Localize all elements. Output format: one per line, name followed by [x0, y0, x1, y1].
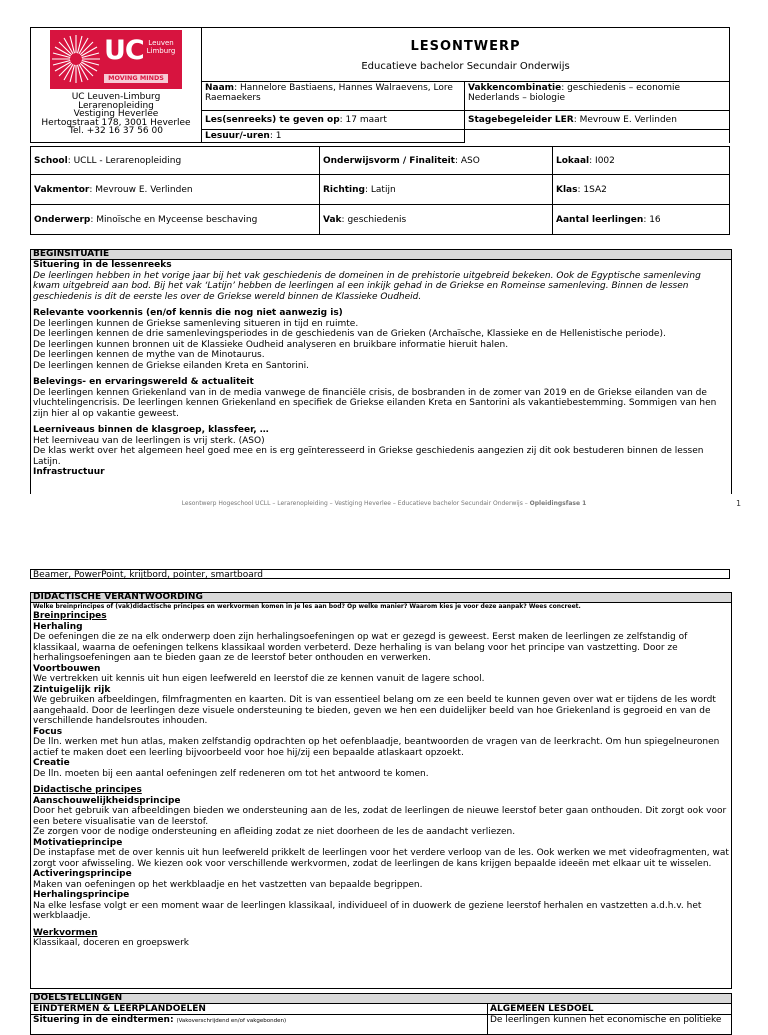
- footer-text: Lesontwerp Hogeschool UCLL – Lerarenopleiding – Vestiging Heverlee – Educatieve bachelor Secundair Onderwijs –: [181, 500, 530, 507]
- paragraph: De instapfase met de over kennis uit hun leefwereld prikkelt de leerlingen voor het verdere verloop van de les. Ook werken we met videofragmenten, wat zorgt voor afwisseling. We kiezen ook voor verschillende werkvormen, zodat de leerlingen de kans krijgen bepaalde ideeën met elkaar uit te wisselen.: [33, 848, 729, 869]
- lesdoel-column: [488, 1004, 731, 1034]
- vakmentor-cell: [31, 175, 320, 205]
- subheading: Infrastructuur: [33, 467, 105, 477]
- klas-value: : 1SA2: [577, 184, 607, 195]
- paragraph: Ze zorgen voor de nodige ondersteuning en afleiding zodat ze niet doorheen de les de aandacht verliezen.: [33, 827, 516, 837]
- address-line: Hertogstraat 178, 3001 Heverlee: [41, 117, 191, 128]
- onderwijs-value: : ASO: [454, 155, 480, 166]
- principle-title: Zintuigelijk rijk: [33, 684, 111, 695]
- principle-title: Aanschouwelijkheidsprincipe: [33, 795, 181, 806]
- school-label: School: [34, 155, 68, 166]
- mentor-value: : Mevrouw E. Verlinden: [89, 184, 193, 195]
- subheading: Relevante voorkennis (en/of kennis die nog niet aanwezig is): [33, 308, 343, 318]
- paragraph: De leerlingen kennen Griekenland van in de media vanwege de financiële crisis, de bosbranden in de zomer van 2019 en de Griekse eilanden van de vluchtelingencrisis. De leerlingen kennen Griekenland en specifiek de Griekse eilanden Kreta en Santorini als vakantiebestemming. Sommigen van hen zijn hier al op vakantie geweest.: [33, 387, 717, 419]
- text-line: De leerlingen kunnen de Griekse samenleving situeren in tijd en ruimte.: [33, 318, 359, 329]
- text-line: De leerlingen kennen de Griekse eilanden Kreta en Santorini.: [33, 360, 309, 371]
- text-line: De klas werkt over het algemeen heel goed mee en is erg geïnteresseerd in Griekse geschiedenis aangezien zij dit ook bestuderen binnen de lessen Latijn.: [33, 446, 704, 467]
- address-line: Lerarenopleiding: [78, 100, 154, 111]
- paragraph: De oefeningen die ze na elk onderwerp doen zijn herhalingsoefeningen op wat er gezegd is geweest. Eerst maken de leerlingen ze zelfstandig of klassikaal, waarna de oefeningen telkens klassikaal worden verbeterd. Deze herhaling is van belang voor het principe van vastzetting. Door ze herhalingsoefeningen aan te bieden gaan ze de leerstof beter onthouden en verwerken.: [33, 632, 688, 663]
- stagebegeleider-cell: [465, 111, 730, 130]
- logo-tagline: MOVING MINDS: [104, 74, 168, 83]
- logo-brand-sub: Leuven Limburg: [146, 39, 176, 55]
- les-label: Les(senreeks) te geven op: [205, 115, 340, 125]
- principle-title: Herhalingsprincipe: [33, 890, 130, 900]
- lokaal-label: Lokaal: [556, 155, 590, 166]
- richting-cell: [320, 175, 553, 205]
- subheading: Situering in de lessenreeks: [33, 260, 172, 270]
- principle-title: Creatie: [33, 758, 70, 768]
- didactische-content: [31, 603, 731, 949]
- address-line: Tel. +32 16 37 56 00: [69, 126, 163, 137]
- sunburst-icon: [50, 30, 102, 89]
- principle-title: Motivatieprincipe: [33, 837, 123, 848]
- beginsituatie-section: [30, 249, 732, 494]
- address-line: UC Leuven-Limburg: [71, 92, 161, 102]
- paragraph: Door het gebruik van afbeeldingen bieden we ondersteuning aan de les, zodat de leerlingen de nieuwe leerstof beter gaan onthouden. Dit zorgt ook voor een betere visualisatie van de leerstof.: [33, 806, 727, 827]
- footer-phase: Opleidingsfase 1: [529, 500, 587, 507]
- header-table: [30, 27, 730, 143]
- principle-title: Activeringsprincipe: [33, 869, 132, 879]
- onderwerp-value: : Minoïsche en Myceense beschaving: [90, 214, 258, 225]
- section-heading: BEGINSITUATIE: [31, 250, 731, 260]
- vak-cell: [320, 205, 553, 235]
- logo-brand: UC: [104, 35, 144, 66]
- section-heading: DOELSTELLINGEN: [31, 994, 731, 1004]
- uur-value: : 1: [269, 131, 282, 141]
- stage-label: Stagebegeleider LER: [468, 115, 574, 125]
- naam-label: Naam: [205, 83, 235, 93]
- document-title: LESONTWERP: [410, 39, 521, 54]
- les-cell: [202, 111, 465, 130]
- subheading: Belevings- en ervaringswereld & actualiteit: [33, 377, 254, 387]
- text-line: De leerlingen kennen de mythe van de Minotaurus.: [33, 350, 265, 360]
- paragraph: Na elke lesfase volgt er een moment waar de leerlingen klassikaal, individueel of in duowerk de geziene leerstof herhalen en vastzetten a.d.h.v. het werkblaadje.: [33, 900, 702, 921]
- lesdoel-text: De leerlingen kunnen het economische en politieke: [490, 1015, 722, 1025]
- guiding-question: Welke breinprincipes of (vak)didactische principes en werkvormen komen in je les aan bod? Op welke manier? Waarom kies je voor deze aanpak? Wees concreet.: [33, 603, 581, 610]
- document-subtitle: Educatieve bachelor Secundair Onderwijs: [361, 61, 570, 72]
- principle-title: Voortbouwen: [33, 663, 101, 674]
- paragraph: De lln. werken met hun atlas, maken zelfstandig opdrachten op het oefenblaadje, beantwoorden de vragen van de leerkracht. Om hun spiegelneuronen actief te maken doet een leerling bijvoorbeeld voor hoe hij/zij een bepaalde atlaskaart opzoekt.: [33, 737, 720, 758]
- section-heading: DIDACTISCHE VERANTWOORDING: [31, 593, 731, 603]
- empty-cell: [465, 130, 730, 143]
- situering-note: (Vakoverschrijdend en/of vakgebonden): [176, 1018, 287, 1024]
- vak2-label: Vak: [323, 214, 342, 225]
- infrastructure-line: Beamer, PowerPoint, krijtbord, pointer, smartboard: [30, 569, 730, 579]
- uur-label: Lesuur/-uren: [205, 131, 270, 141]
- doelstellingen-section: [30, 993, 732, 1035]
- subheading: Werkvormen: [33, 927, 98, 938]
- paragraph: De leerlingen hebben in het vorige jaar bij het vak geschiedenis de domeinen in de prehistorie uitgebreid bekeken. Ook de Egyptische samenleving kwam uitgebreid aan bod. Bij het vak ‘Latijn’ hebben de leerlingen al een inkijk gehad in de Griekse en Romeinse samenleving. Binnen de lessen geschiedenis is dit de eerste les over de Griekse wereld binnen de Klassieke Oudheid.: [33, 270, 701, 302]
- aantal-value: : 16: [643, 214, 661, 225]
- subheading: Leerniveaus binnen de klasgroep, klassfeer, …: [33, 425, 269, 435]
- column-heading: ALGEMEEN LESDOEL: [488, 1004, 731, 1015]
- richting-label: Richting: [323, 184, 365, 195]
- subheading: Didactische principes: [33, 785, 142, 795]
- title-cell: [202, 28, 730, 82]
- onderwerp-label: Onderwerp: [34, 214, 91, 225]
- text-line: De leerlingen kunnen bronnen uit de Klassieke Oudheid analyseren en bruikbare informatie hieruit halen.: [33, 339, 509, 350]
- vak-value: : geschiedenis – economie Nederlands – biologie: [468, 83, 681, 103]
- aantal-label: Aantal leerlingen: [556, 214, 644, 225]
- paragraph: Maken van oefeningen op het werkblaadje en het vastzetten van bepaalde begrippen.: [33, 879, 423, 890]
- klas-label: Klas: [556, 184, 578, 195]
- paragraph: Klassikaal, doceren en groepswerk: [33, 938, 189, 948]
- school-value: : UCLL - Lerarenopleiding: [67, 155, 182, 166]
- paragraph: We vertrekken uit kennis uit hun eigen leefwereld en leerstof die ze kennen vanuit de lagere school.: [33, 674, 485, 684]
- page-number: 1: [736, 499, 742, 508]
- eindtermen-sub: [31, 1015, 487, 1027]
- info-table: [30, 146, 730, 235]
- principle-title: Focus: [33, 726, 63, 737]
- text-line: De leerlingen kennen de drie samenlevingsperiodes in de geschiedenis van de Grieken (Archaïsche, Klassieke en de Hellenistische periode).: [33, 329, 666, 339]
- les-value: : 17 maart: [339, 115, 387, 125]
- column-heading: EINDTERMEN & LEERPLANDOELEN: [31, 1004, 487, 1015]
- onderwerp-cell: [31, 205, 320, 235]
- subheading: Breinprincipes: [33, 611, 107, 621]
- naam-cell: [202, 82, 465, 111]
- paragraph: We gebruiken afbeeldingen, filmfragmenten en kaarten. Dit is van essentieel belang om ze een beeld te kunnen geven over wat er tijdens de les wordt aangehaald. Door de leerlingen deze visuele ondersteuning te bieden, geven we hen een duidelijker beeld van hoe Griekenland is gegroeid en van de verschillende handelsroutes inhouden.: [33, 695, 716, 726]
- ucll-logo: [50, 30, 182, 89]
- vak2-value: : geschiedenis: [341, 214, 407, 225]
- mentor-label: Vakmentor: [34, 184, 90, 195]
- text-line: Het leerniveau van de leerlingen is vrij sterk. (ASO): [33, 435, 265, 446]
- onderwijsvorm-cell: [320, 147, 553, 175]
- page-footer: [0, 500, 768, 507]
- beginsituatie-content: [31, 260, 731, 478]
- logo-cell: [31, 28, 202, 143]
- eindtermen-column: [31, 1004, 488, 1034]
- situering-label: Situering in de eindtermen:: [33, 1015, 174, 1025]
- onderwijs-label: Onderwijsvorm / Finaliteit: [323, 155, 455, 166]
- principle-title: Herhaling: [33, 621, 83, 632]
- didactische-section: [30, 592, 732, 989]
- richting-value: : Latijn: [365, 184, 396, 195]
- klas-cell: [553, 175, 730, 205]
- lesuur-cell: [202, 130, 465, 143]
- aantal-cell: [553, 205, 730, 235]
- vak-label: Vakkencombinatie: [468, 83, 562, 93]
- paragraph: De lln. moeten bij een aantal oefeningen zelf redeneren om tot het antwoord te komen.: [33, 768, 429, 779]
- address-line: Vestiging Heverlee: [73, 109, 159, 120]
- lokaal-value: : I002: [589, 155, 615, 166]
- lokaal-cell: [553, 147, 730, 175]
- school-address: [34, 93, 198, 136]
- naam-value: : Hannelore Bastiaens, Hannes Walraevens, Lore Raemaekers: [205, 83, 453, 103]
- vakkencombinatie-cell: [465, 82, 730, 111]
- school-cell: [31, 147, 320, 175]
- stage-value: : Mevrouw E. Verlinden: [573, 115, 677, 125]
